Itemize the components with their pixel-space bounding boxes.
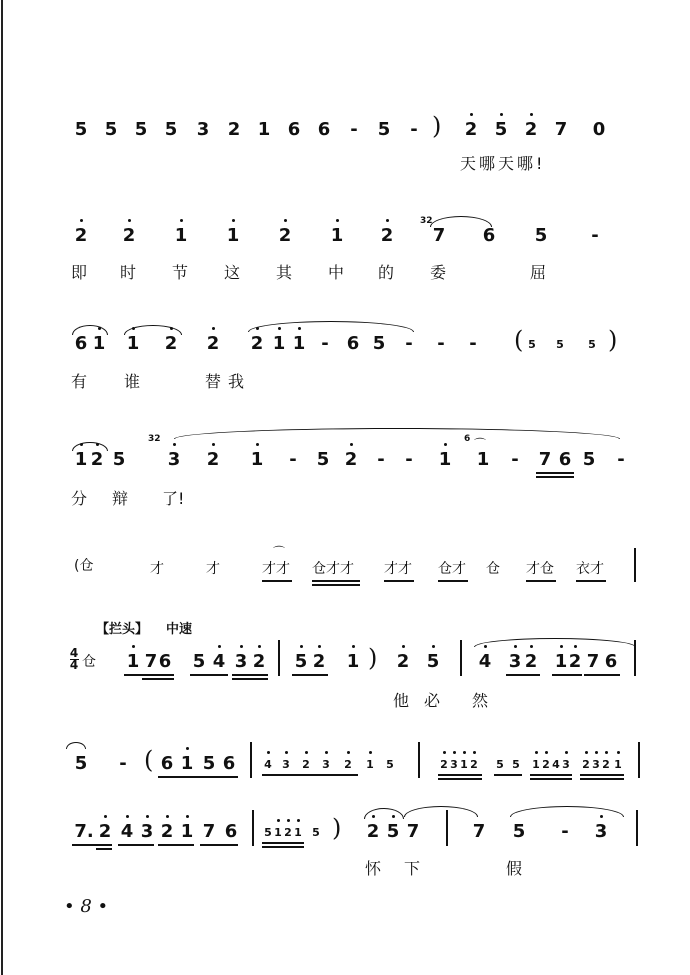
note: 3: [196, 119, 210, 140]
beam: [384, 580, 414, 582]
note: 1: [344, 652, 362, 672]
beam: [438, 774, 482, 776]
bar-line: [250, 742, 252, 778]
note: 2: [580, 758, 592, 772]
note: 7: [538, 449, 552, 470]
note: 6: [558, 449, 572, 470]
note: 5: [164, 119, 178, 140]
note: 1: [270, 334, 288, 354]
lyric: 时: [120, 263, 137, 282]
note: 7: [144, 651, 158, 672]
note: 2: [248, 334, 266, 354]
note: 4: [552, 758, 560, 771]
note: 5: [528, 338, 536, 351]
beam: [552, 674, 582, 676]
lyric: 下: [404, 859, 421, 878]
note: 1: [248, 450, 266, 470]
note: 6: [317, 119, 331, 140]
note: 5: [588, 338, 596, 351]
percussion-syllable: 仓: [82, 654, 96, 670]
lyric: 委: [430, 263, 447, 282]
percussion-syllable: (仓: [74, 558, 94, 574]
lyric: 怀: [365, 859, 382, 878]
lyric: 了!: [162, 489, 185, 508]
bar-line: [252, 810, 254, 846]
note: 2: [72, 226, 90, 246]
note: -: [591, 225, 599, 246]
note: 5: [104, 119, 118, 140]
beam: [506, 674, 540, 676]
lyric: 谁: [124, 372, 141, 391]
note: 2: [394, 652, 412, 672]
slur: [174, 428, 620, 439]
note: 7: [202, 821, 216, 842]
note: 1: [364, 758, 376, 772]
lyric: 天哪天哪!: [460, 154, 546, 173]
slur: [404, 806, 478, 817]
note: 3: [560, 758, 572, 772]
close-paren: ): [332, 814, 342, 842]
bar-line: [418, 742, 420, 778]
note: 2: [96, 822, 114, 842]
note: 5: [74, 119, 88, 140]
note: 5: [424, 652, 442, 672]
beam: [262, 846, 304, 848]
note: 2: [342, 758, 354, 772]
note: 6: [158, 651, 172, 672]
percussion-syllable: 仓才才: [312, 561, 354, 577]
note: 1: [257, 119, 271, 140]
percussion-syllable: 才: [206, 561, 220, 577]
slur: [66, 742, 86, 749]
grace-notes: 6: [464, 434, 471, 444]
lyric: 即: [71, 263, 88, 282]
beam: [96, 848, 112, 850]
note: 2: [88, 450, 106, 470]
beam: [530, 778, 572, 780]
page-number-value: 8: [80, 896, 92, 917]
beam: [158, 776, 238, 778]
note: 2: [522, 652, 540, 672]
lyric: 这: [224, 263, 241, 282]
note: 1: [72, 450, 90, 470]
beam: [536, 476, 574, 478]
note: 1: [172, 226, 190, 246]
note: 5: [264, 826, 272, 839]
note: 2: [250, 652, 268, 672]
lyric: 的: [378, 263, 395, 282]
note: 1: [124, 652, 142, 672]
percussion-syllable: 衣才: [576, 561, 604, 577]
note: 5: [312, 826, 320, 839]
beam: [118, 844, 154, 846]
lyric: 有: [71, 372, 88, 391]
beam: [312, 580, 360, 582]
note: 5: [512, 821, 526, 842]
note: 3: [280, 758, 292, 772]
section-label: 【拦头】: [96, 622, 149, 637]
note: -: [321, 333, 329, 354]
bar-line: [638, 742, 640, 778]
note: 5: [386, 758, 394, 771]
note: 3: [320, 758, 332, 772]
bar-line: [636, 810, 638, 846]
beam: [262, 774, 358, 776]
beam: [536, 472, 574, 474]
note: 2: [276, 226, 294, 246]
note: 2: [342, 450, 360, 470]
note: 1: [90, 334, 108, 354]
note: 5: [384, 822, 402, 842]
beam: [292, 674, 328, 676]
beam: [158, 844, 194, 846]
note: 2: [158, 822, 176, 842]
beam: [232, 678, 268, 680]
note: 2: [204, 334, 222, 354]
note: 2: [566, 652, 584, 672]
note: 1: [292, 826, 304, 840]
close-paren: ): [608, 326, 618, 354]
beam: [530, 774, 572, 776]
note: 0: [592, 119, 606, 140]
note: -: [437, 333, 445, 354]
bar-line: [634, 640, 636, 676]
lyric: 假: [506, 859, 523, 878]
close-paren: ): [368, 644, 378, 672]
percussion-syllable: 才才: [384, 561, 412, 577]
note: 5: [292, 652, 310, 672]
note: 3: [590, 758, 602, 772]
note: -: [350, 119, 358, 140]
note: 6: [482, 225, 496, 246]
note: 2: [204, 450, 222, 470]
page-number: [64, 896, 108, 917]
bar-line: [446, 810, 448, 846]
note: 3: [506, 652, 524, 672]
note: 5: [556, 338, 564, 351]
page-number-dot: •: [97, 896, 109, 917]
note: 5: [74, 753, 88, 774]
beam: [232, 674, 268, 676]
slur: [364, 808, 404, 819]
beam: [526, 580, 556, 582]
note: 6: [222, 753, 236, 774]
beam: [262, 842, 304, 844]
lyric: 中: [328, 263, 345, 282]
beam: [142, 678, 174, 680]
lyric: 分: [71, 489, 88, 508]
note: 7: [554, 119, 568, 140]
note: -: [511, 449, 519, 470]
note: 2: [162, 334, 180, 354]
note: 5: [377, 119, 391, 140]
note: 3: [448, 758, 460, 772]
percussion-syllable: 才: [150, 561, 164, 577]
close-paren: ): [432, 112, 442, 140]
note: 5: [512, 758, 520, 771]
bar-line: [278, 640, 280, 676]
beam: [580, 774, 624, 776]
note: 1: [272, 826, 284, 840]
note: 1: [290, 334, 308, 354]
note: 1: [178, 822, 196, 842]
note: -: [410, 119, 418, 140]
note: 3: [232, 652, 250, 672]
grace-notes: 32: [420, 216, 433, 226]
lyric: 辩: [112, 489, 129, 508]
note: 6: [287, 119, 301, 140]
beam: [72, 844, 112, 846]
note: 1: [552, 652, 570, 672]
note: 5: [372, 333, 386, 354]
beam: [262, 580, 292, 582]
beam: [576, 580, 606, 582]
note: 4: [262, 758, 274, 772]
note: 2: [227, 119, 241, 140]
note: 2: [300, 758, 312, 772]
note: 2: [282, 826, 294, 840]
beam: [190, 674, 228, 676]
note: 1: [124, 334, 142, 354]
note: 5: [192, 651, 206, 672]
open-paren: (: [144, 746, 154, 774]
grace-notes: 32: [148, 434, 161, 444]
slur: [510, 806, 624, 817]
note: 4: [476, 652, 494, 672]
lyric: 他: [393, 691, 410, 710]
note: 2: [540, 758, 552, 772]
time-signature: 4 4: [69, 646, 79, 672]
note: 1: [224, 226, 242, 246]
binding-edge-line: [1, 0, 3, 975]
note: -: [469, 333, 477, 354]
note: -: [405, 449, 413, 470]
note: 5: [202, 753, 216, 774]
beam: [580, 778, 624, 780]
lyric: 屈: [530, 263, 547, 282]
note: 6: [604, 651, 618, 672]
percussion-syllable: 才才: [262, 561, 290, 577]
slur: [474, 638, 636, 647]
beam: [584, 674, 620, 676]
lyric: 其: [276, 263, 293, 282]
percussion-syllable: 仓: [486, 561, 500, 577]
beam: [142, 674, 174, 676]
note: 2: [120, 226, 138, 246]
note: 3: [165, 450, 183, 470]
note: -: [289, 449, 297, 470]
note: 4: [118, 822, 136, 842]
note: 5: [134, 119, 148, 140]
note: -: [617, 449, 625, 470]
note: 1: [476, 449, 490, 470]
note: 7: [586, 651, 600, 672]
note: 7: [472, 821, 486, 842]
note: 7: [432, 225, 446, 246]
lyric: 节: [172, 263, 189, 282]
beam: [438, 580, 468, 582]
note: 2: [310, 652, 328, 672]
note: 3: [592, 822, 610, 842]
note: 1: [436, 450, 454, 470]
fermata-icon: ⌒: [273, 545, 286, 559]
note: 1: [458, 758, 470, 772]
note: 2: [462, 120, 480, 140]
note: 6: [346, 333, 360, 354]
lyric: 然: [472, 691, 489, 710]
note: 7: [406, 821, 420, 842]
beam: [312, 584, 360, 586]
fermata-icon: ⌒: [474, 437, 487, 451]
note: 2: [364, 822, 382, 842]
note: 6: [74, 333, 88, 354]
note: -: [405, 333, 413, 354]
note: -: [561, 821, 569, 842]
note: 2: [468, 758, 480, 772]
note: 1: [612, 758, 624, 772]
note: -: [377, 449, 385, 470]
lyric: 替: [205, 372, 222, 391]
note: 1: [530, 758, 542, 772]
tempo-marking: 中速: [166, 622, 193, 637]
percussion-syllable: 仓才: [438, 561, 466, 577]
lyric: 我: [228, 372, 245, 391]
note: 6: [224, 821, 238, 842]
note: 5: [492, 120, 510, 140]
percussion-syllable: 才仓: [526, 561, 554, 577]
note: 4: [210, 652, 228, 672]
lyric: 必: [424, 691, 441, 710]
note: 5: [496, 758, 504, 771]
note: 5: [582, 449, 596, 470]
note: 5: [112, 449, 126, 470]
bar-line: [634, 548, 636, 582]
note: 5: [316, 449, 330, 470]
open-paren: (: [514, 326, 524, 354]
bar-line: [460, 640, 462, 676]
beam: [494, 774, 522, 776]
note: 1: [178, 754, 196, 774]
note: 5: [534, 225, 548, 246]
note: 2: [378, 226, 396, 246]
note: 3: [138, 822, 156, 842]
note: -: [119, 753, 127, 774]
note: 2: [522, 120, 540, 140]
page-number-dot: •: [64, 896, 75, 917]
slur: [248, 321, 414, 332]
note: 2: [600, 758, 612, 772]
beam: [124, 674, 142, 676]
note: 1: [328, 226, 346, 246]
beam: [200, 844, 238, 846]
note: 7.: [74, 821, 94, 842]
beam: [438, 778, 482, 780]
note: 6: [160, 753, 174, 774]
note: 2: [438, 758, 450, 772]
